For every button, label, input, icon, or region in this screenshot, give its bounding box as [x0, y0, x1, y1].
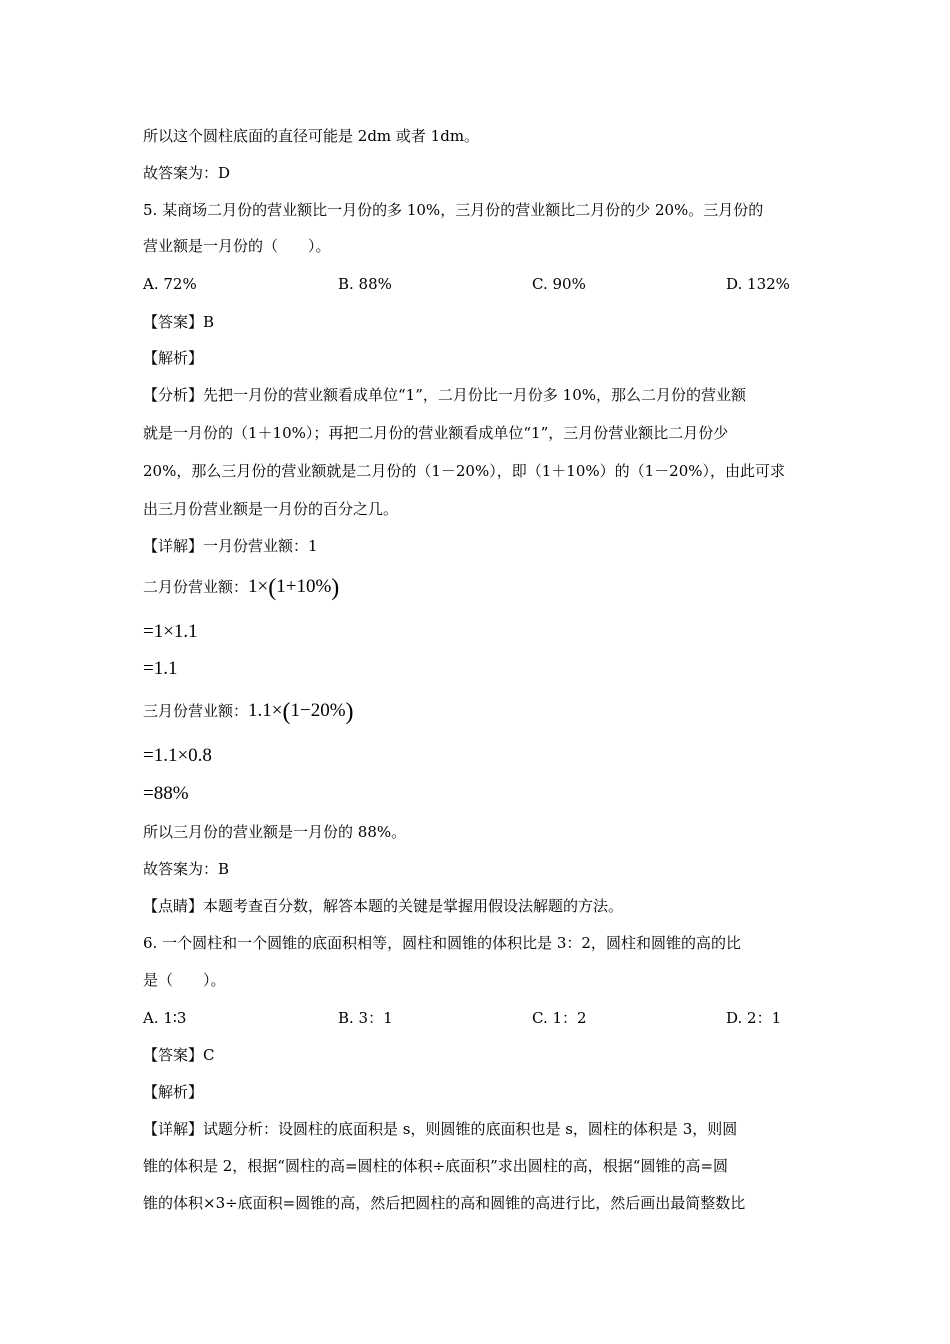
q6-option-b: B. 3：1: [338, 1009, 393, 1027]
question-6-line-2: 是（ ）。: [143, 971, 226, 989]
q5-fenxi-line-3: 20%，那么三月份的营业额就是二月份的（1－20%），即（1＋10%）的（1－20%），由此可求: [143, 462, 785, 480]
q5-answer: 【答案】B: [143, 313, 215, 331]
question-6-line-1: 6. 一个圆柱和一个圆锥的底面积相等，圆柱和圆锥的体积比是 3：2，圆柱和圆锥的高的比: [143, 934, 741, 952]
q6-option-a: A. 1∶3: [143, 1009, 187, 1027]
feb-expression: 1×(1+10%): [248, 575, 340, 601]
q5-analysis-title: 【解析】: [143, 349, 204, 367]
q6-detail-line-1: 【详解】试题分析：设圆柱的底面积是 s，则圆锥的底面积也是 s，圆柱的体积是 3，则圆: [143, 1120, 738, 1138]
mar-expression: 1.1×(1−20%): [248, 699, 354, 725]
q5-option-a: A. 72%: [143, 275, 197, 293]
q6-option-d: D. 2：1: [726, 1009, 782, 1027]
mar-label: 三月份营业额：: [143, 702, 249, 720]
q5-option-d: D. 132%: [726, 275, 790, 293]
q5-mar-step-1: =1.1×0.8: [143, 745, 212, 766]
q5-fenxi-line-1: 【分析】先把一月份的营业额看成单位“1”，二月份比一月份多 10%，那么二月份的营业额: [143, 386, 746, 404]
q5-detail: 【详解】一月份营业额：1: [143, 537, 318, 555]
q5-feb-line: [143, 576, 823, 599]
q5-fenxi-line-4: 出三月份营业额是一月份的百分之几。: [143, 500, 399, 518]
q6-detail-line-2: 锥的体积是 2，根据“圆柱的高=圆柱的体积÷底面积”求出圆柱的高，根据“圆锥的高=圆: [143, 1157, 729, 1175]
q6-option-c: C. 1：2: [532, 1009, 587, 1027]
q5-mar-line: [143, 700, 823, 723]
q5-fenxi-line-2: 就是一月份的（1＋10%）；再把二月份的营业额看成单位“1”，三月份营业额比二月份少: [143, 424, 729, 442]
q5-option-c: C. 90%: [532, 275, 586, 293]
question-5-line-2: 营业额是一月份的（ ）。: [143, 237, 331, 255]
q5-mar-step-2: =88%: [143, 783, 189, 804]
q6-answer: 【答案】C: [143, 1046, 215, 1064]
q6-analysis-title: 【解析】: [143, 1083, 204, 1101]
q6-detail-line-3: 锥的体积×3÷底面积=圆锥的高，然后把圆柱的高和圆锥的高进行比，然后画出最简整数比: [143, 1194, 746, 1212]
q5-conclusion: 所以三月份的营业额是一月份的 88%。: [143, 823, 407, 841]
q5-feb-step-2: =1.1: [143, 658, 178, 679]
q5-option-b: B. 88%: [338, 275, 392, 293]
feb-label: 二月份营业额：: [143, 578, 249, 596]
text-line: 所以这个圆柱底面的直径可能是 2dm 或者 1dm。: [143, 127, 480, 145]
answer-line: 故答案为：D: [143, 164, 231, 182]
q5-final: 故答案为：B: [143, 860, 230, 878]
q5-dianjing: 【点睛】本题考查百分数，解答本题的关键是掌握用假设法解题的方法。: [143, 897, 624, 915]
q5-feb-step-1: =1×1.1: [143, 621, 198, 642]
question-5-line-1: 5. 某商场二月份的营业额比一月份的多 10%，三月份的营业额比二月份的少 20%。三月份的: [143, 201, 764, 219]
